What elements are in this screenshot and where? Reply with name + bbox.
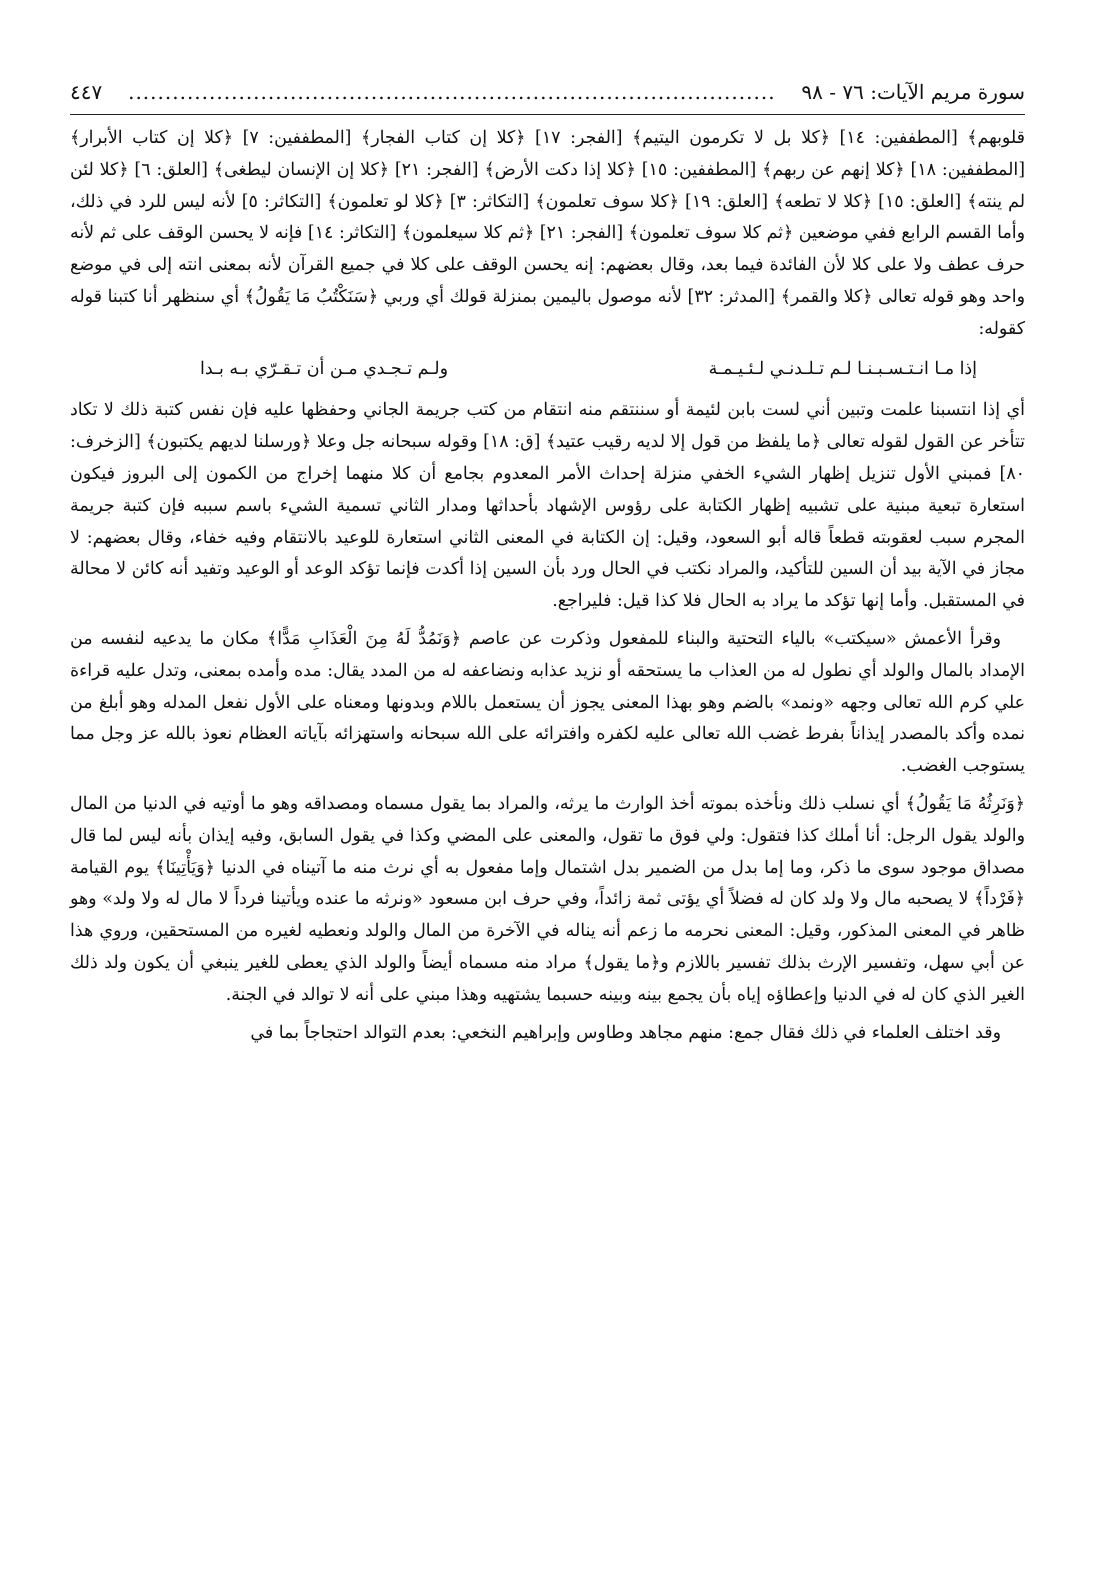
book-page (70, 70, 1025, 1049)
paragraph: أي إذا انتسبنا علمت وتبين أني لست بابن لئيمة أو سننتقم منه انتقام من كتب جريمة الجاني وحفظها عليه فإن نفس كتبة ذلك لا تكاد تتأخر عن القول لقوله تعالى ﴿ما يلفظ من قول إلا لديه رقيب عتيد﴾ [ق: ١٨] وقوله سبحانه جل وعلا ﴿ورسلنا لديهم يكتبون﴾ [الزخرف: ٨٠] فمبني الأول تنزيل إظهار الشيء الخفي منزلة إحداث الأمر المعدوم بجامع أن كلا منهما إخراج من الكمون إلى البروز فيكون استعارة تبعية مبنية على تشبيه إظهار الكتابة على رؤوس الإشهاد بأحداثها ومدار الثاني تسمية الشيء باسم سببه فإن كتبة جريمة المجرم سبب لعقوبته قطعاً قاله أبو السعود، وقيل: إن الكتابة في المعنى الثاني استعارة للوعيد بالانتقام وفيه خفاء، وقال بعضهم: لا مجاز في الآية بيد أن السين للتأكيد، والمراد نكتب في الحال ورد بأن السين إذا أكدت فإنما تؤكد الوعد أو الوعيد وتفيد أنه كائن لا محالة في المستقبل. وأما إنها تؤكد ما يراد به الحال فلا كذا قيل: فليراجع. (70, 400, 1025, 612)
paragraph: وقد اختلف العلماء في ذلك فقال جمع: منهم مجاهد وطاوس وإبراهيم النخعي: بعدم التوالد احتجاجاً بما في (250, 1022, 1001, 1043)
paragraph: وقرأ الأعمش «سيكتب» بالياء التحتية والبناء للمفعول وذكرت عن عاصم ﴿وَنَمُدُّ لَهُ مِنَ الْعَذَابِ مَدًّا﴾ مكان ما يدعيه لنفسه من الإمداد بالمال والولد أي نطول له من العذاب ما يستحقه أو نزيد عذابه ونضاعفه له من المدد يقال: مده وأمده بمعنى، وتدل عليه قراءة علي كرم الله تعالى وجهه «ونمد» بالضم وهو بهذا المعنى يجوز أن يستعمل باللام وبدونها ومعناه على الأول نفعل المدله وهو أبلغ من نمده وأكد بالمصدر إيذاناً بفرط غضب الله تعالى عليه لكفره وافترائه على الله سبحانه واستهزائه بآياته العظام نعوذ بالله عز وجل مما يستوجب الغضب. (70, 628, 1025, 777)
paragraph: ﴿وَنَرِثُهُ مَا يَقُولُ﴾ أي نسلب ذلك ونأخذه بموته أخذ الوارث ما يرثه، والمراد بما يقول مسماه ومصداقه وهو ما أوتيه في الدنيا من المال والولد يقول الرجل: أنا أملك كذا فتقول: ولي فوق ما تقول، والمعنى على المضي وكذا في يقول السابق، وفيه إيذان بأنه ليس لما قال مصداق موجود سوى ما ذكر، وما إما بدل من الضمير بدل اشتمال وإما مفعول به أي نرث منه ما آتيناه في الدنيا ﴿وَيَأْتِينَا﴾ يوم القيامة ﴿فَرْداً﴾ لا يصحبه مال ولا ولد كان له فضلاً أي يؤتى ثمة زائداً، وفي حرف ابن مسعود «ونرثه ما عنده ويأتينا فرداً لا مال له ولا ولد» وهو ظاهر في المعنى المذكور، وقيل: المعنى نحرمه ما زعم أنه يناله في الآخرة من المال والولد ونعطيه لغيره من المستحقين، وروي هذا عن أبي سهل، وتفسير الإرث بذلك تفسير باللازم و﴿ما يقول﴾ مراد منه مسماه أيضاً والولد الذي يعطى للغير ينبغي أن يكون ولد ذلك الغير الذي كان له في الدنيا وإعطاؤه إياه بأن يجمع بينه وبينه حسبما يشتهيه وهذا مبني على أنه لا توالد في الجنة. (70, 793, 1025, 1005)
verse-hemistich-first: إذا مـا انـتـسـبـنـا لـم تـلـدنـي لـئـيـمـة (708, 358, 977, 379)
page-body (70, 123, 1025, 1049)
page-number: ٤٤٧ (70, 80, 103, 104)
running-title: سورة مريم الآيات: ٧٦ - ٩٨ (801, 80, 1025, 104)
page-header (70, 70, 1025, 115)
poetry-verse (70, 354, 1025, 386)
verse-hemistich-second: ولـم تـجـدي مـن أن تـقـرّي بـه بـدا (200, 358, 448, 379)
leader-dots: ........................................................................................ (128, 80, 776, 104)
paragraph: قلوبهم﴾ [المطففين: ١٤] ﴿كلا بل لا تكرمون اليتيم﴾ [الفجر: ١٧] ﴿كلا إن كتاب الفجار﴾ [المطففين: ٧] ﴿كلا إن كتاب الأبرار﴾ [المطففين: ١٨] ﴿كلا إنهم عن ربهم﴾ [المطففين: ١٥] ﴿كلا إذا دكت الأرض﴾ [الفجر: ٢١] ﴿كلا إن الإنسان ليطغى﴾ [العلق: ٦] ﴿كلا لئن لم ينته﴾ [العلق: ١٥] ﴿كلا لا تطعه﴾ [العلق: ١٩] ﴿كلا سوف تعلمون﴾ [التكاثر: ٣] ﴿كلا لو تعلمون﴾ [التكاثر: ٥] لأنه ليس للرد في ذلك، وأما القسم الرابع ففي موضعين ﴿ثم كلا سوف تعلمون﴾ [الفجر: ٢١] ﴿ثم كلا سيعلمون﴾ [التكاثر: ١٤] فإنه لا يحسن الوقف على ثم لأنه حرف عطف ولا على كلا لأن الفائدة فيما بعد، وقال بعضهم: إنه يحسن الوقف على كلا في جميع القرآن لأنه بمعنى انته إلى في موضع واحد وهو قوله تعالى ﴿كلا والقمر﴾ [المدثر: ٣٢] لأنه موصول باليمين بمنزلة قولك أي وربي ﴿سَنَكْتُبُ مَا يَقُولُ﴾ أي سنظهر أنا كتبنا قوله كقوله: (70, 128, 1026, 339)
